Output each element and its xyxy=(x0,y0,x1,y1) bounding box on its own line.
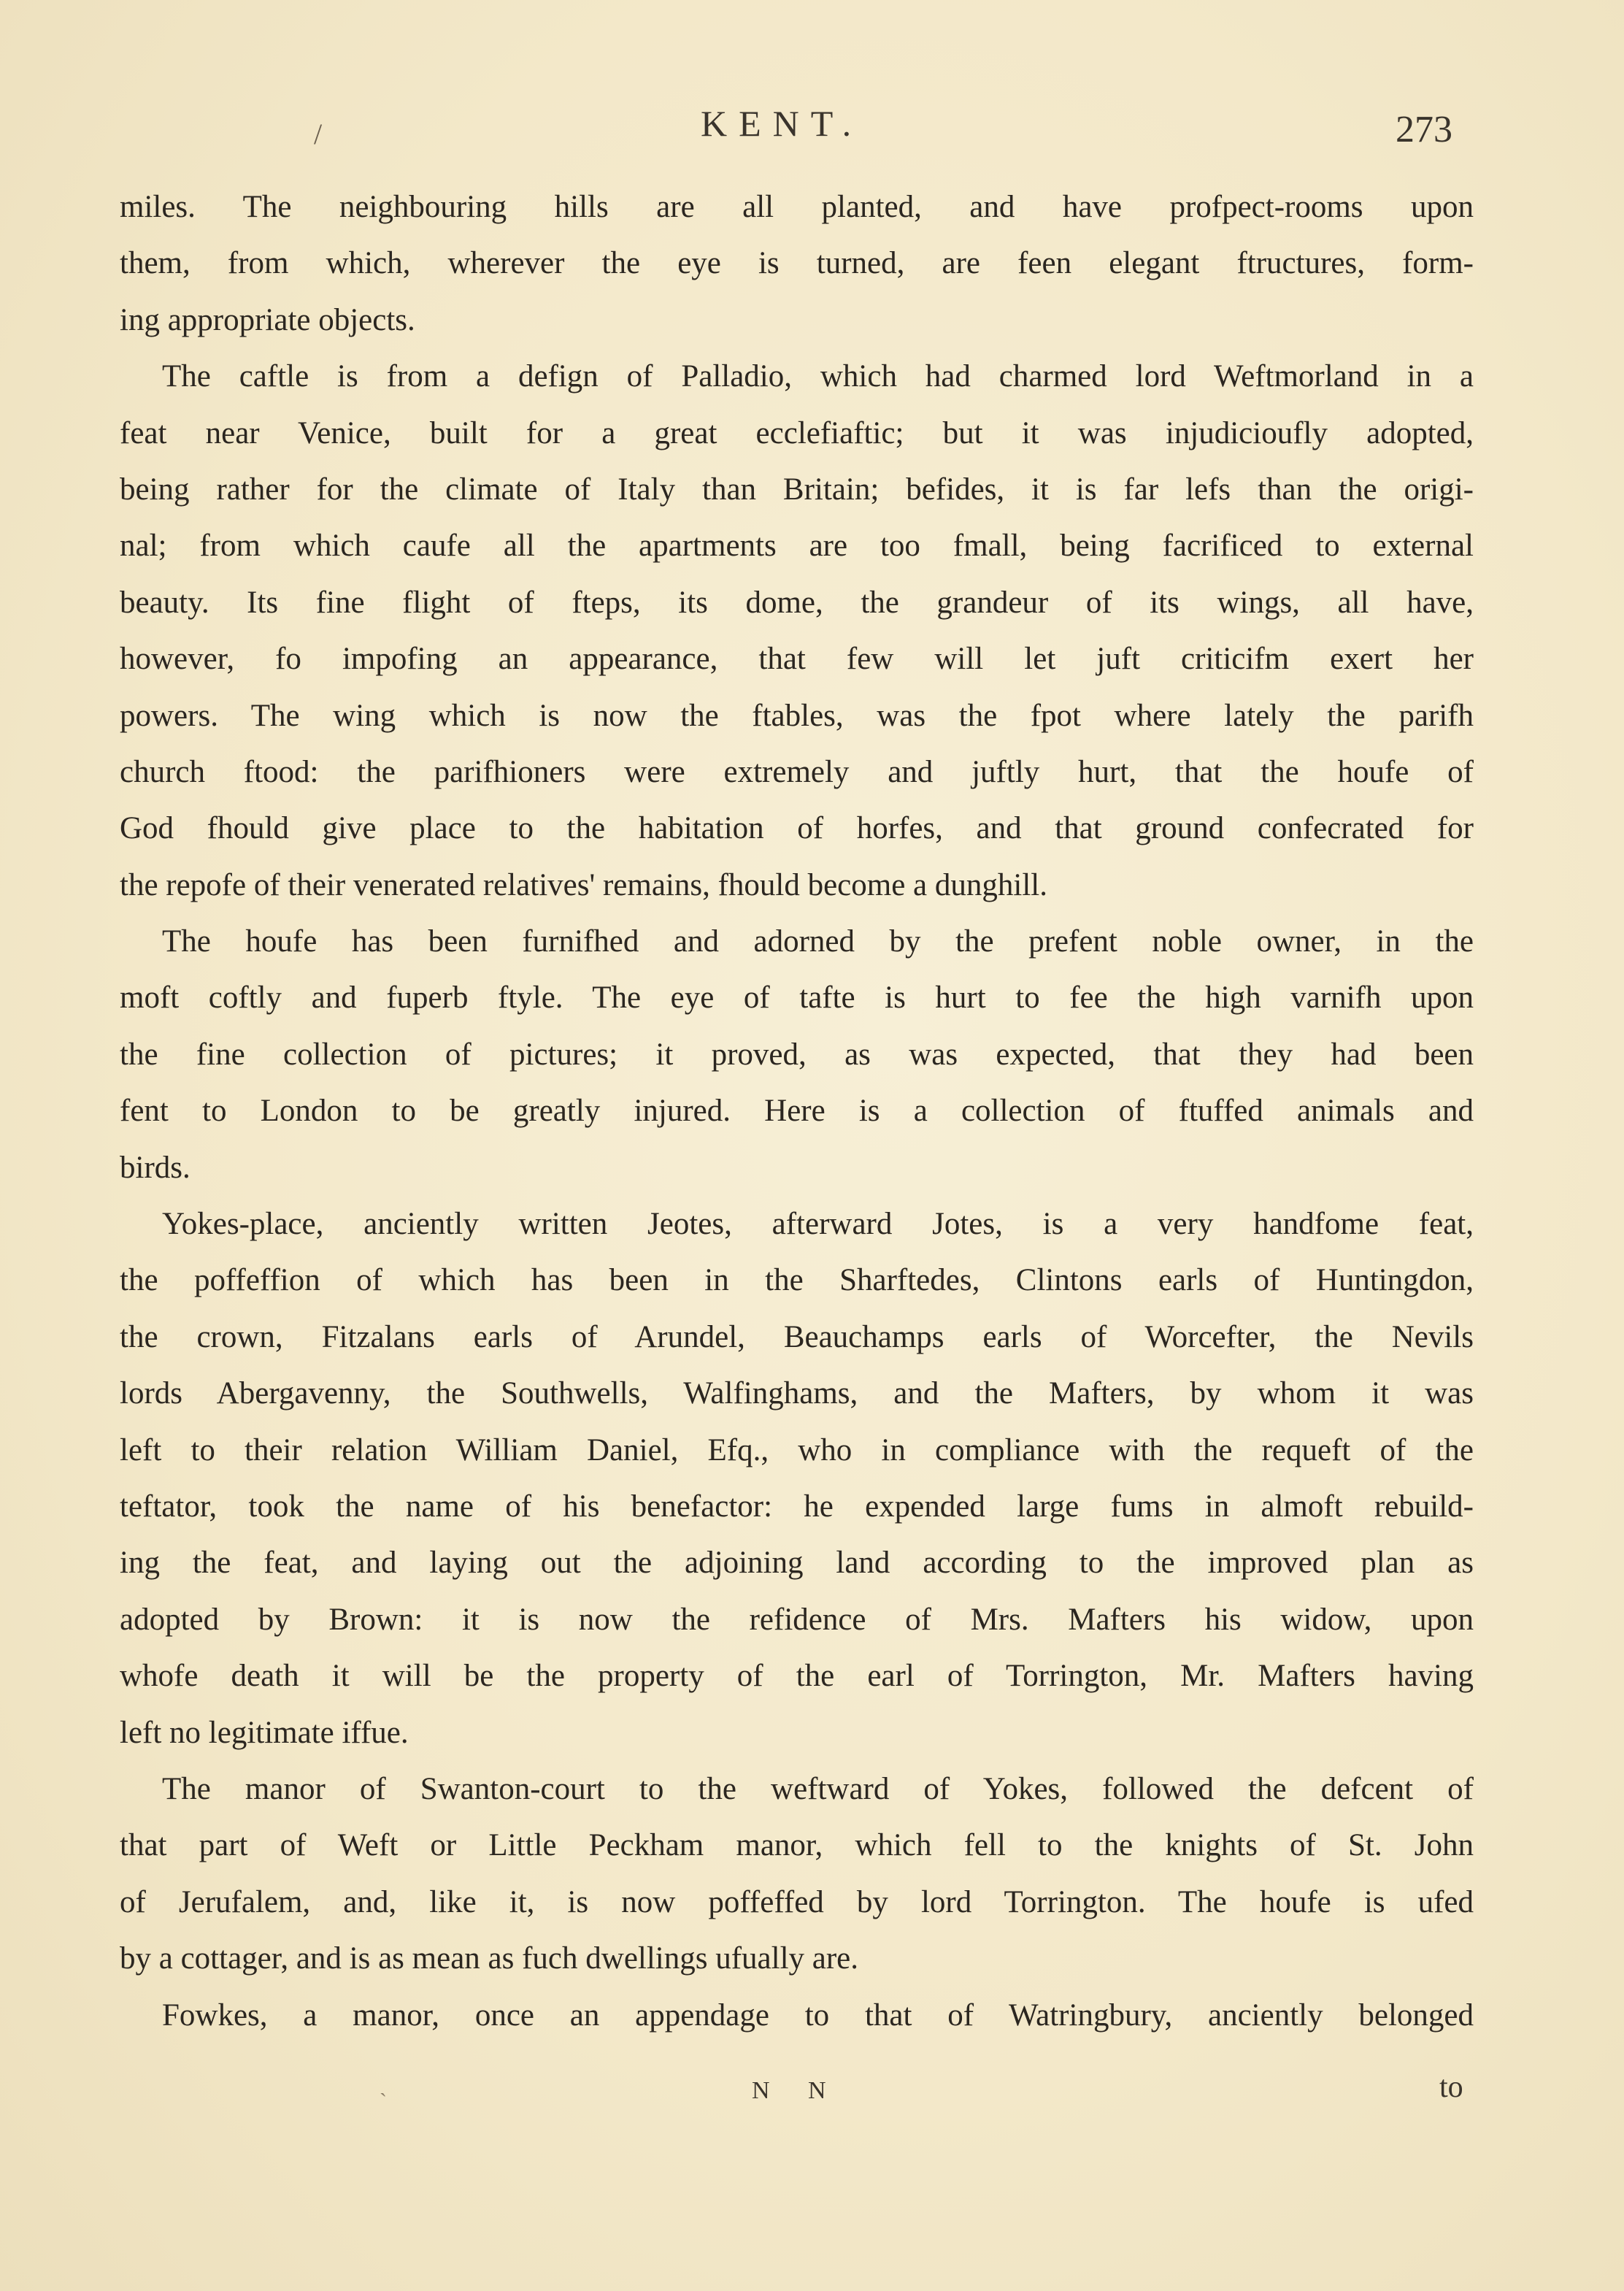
text-line: feat near Venice, built for a great ecclefiaftic; but it was injudicioufly adopted, xyxy=(120,415,1474,450)
text-line: the repofe of their venerated relatives' remains, fhould become a dunghill. xyxy=(120,867,1047,902)
text-line: adopted by Brown: it is now the refidence of Mrs. Mafters his widow, upon xyxy=(120,1602,1474,1637)
text-line: ing the feat, and laying out the adjoining land according to the improved plan as xyxy=(120,1546,1474,1581)
text-line: God fhould give place to the habitation of horfes, and that ground confecrated for xyxy=(120,811,1474,846)
text-line: by a cottager, and is as mean as fuch dwellings ufually are. xyxy=(120,1941,859,1976)
text-line: whofe death it will be the property of the earl of Torrington, Mr. Mafters having xyxy=(120,1659,1474,1694)
running-head xyxy=(0,102,1624,153)
text-line: teftator, took the name of his benefactor: he expended large fums in almoft rebuild- xyxy=(120,1489,1474,1524)
paragraph-start-line: The manor of Swanton-court to the weftward of Yokes, followed the defcent of xyxy=(162,1771,1474,1806)
margin-mark: / xyxy=(314,118,323,150)
body-text xyxy=(120,179,1474,2044)
text-line: miles. The neighbouring hills are all planted, and have profpect-rooms upon xyxy=(120,190,1474,224)
text-line: fent to London to be greatly injured. Here is a collection of ftuffed animals and xyxy=(120,1094,1474,1129)
text-line: them, from which, wherever the eye is turned, are feen elegant ftructures, form- xyxy=(120,246,1474,281)
paragraph-start-line: Fowkes, a manor, once an appendage to that of Watringbury, anciently belonged xyxy=(162,1998,1474,2033)
text-line: left no legitimate iffue. xyxy=(120,1715,409,1750)
text-line: however, fo impofing an appearance, that few will let juft criticifm exert her xyxy=(120,642,1474,677)
text-line: moft coftly and fuperb ftyle. The eye of tafte is hurt to fee the high varnifh upon xyxy=(120,981,1474,1016)
text-line: beauty. Its fine flight of fteps, its dome, the grandeur of its wings, all have, xyxy=(120,585,1474,620)
text-line: being rather for the climate of Italy than Britain; befides, it is far lefs than the origi- xyxy=(120,472,1474,507)
text-line: that part of Weft or Little Peckham manor, which fell to the knights of St. John xyxy=(120,1828,1474,1863)
text-line: the fine collection of pictures; it proved, as was expected, that they had been xyxy=(120,1037,1474,1072)
text-line: left to their relation William Daniel, Efq., who in compliance with the requeft of the xyxy=(120,1432,1474,1467)
paragraph-start-line: The caftle is from a defign of Palladio, which had charmed lord Weftmorland in a xyxy=(162,359,1474,394)
paragraph-start-line: The houfe has been furnifhed and adorned by the prefent noble owner, in the xyxy=(162,924,1474,959)
stray-mark: ˎ xyxy=(380,2073,387,2097)
text-line: birds. xyxy=(120,1150,191,1185)
text-line: powers. The wing which is now the ftables, was the fpot where lately the parifh xyxy=(120,698,1474,733)
text-line: the poffeffion of which has been in the Sharftedes, Clintons earls of Huntingdon, xyxy=(120,1263,1474,1298)
catchword: to xyxy=(1439,2071,1463,2104)
text-line: nal; from which caufe all the apartments are too fmall, being facrificed to external xyxy=(120,529,1474,564)
page-footer xyxy=(0,2070,1624,2114)
text-line: the crown, Fitzalans earls of Arundel, Beauchamps earls of Worcefter, the Nevils xyxy=(120,1319,1474,1354)
page-number: 273 xyxy=(1396,109,1452,150)
text-line: church ftood: the parifhioners were extremely and juftly hurt, that the houfe of xyxy=(120,754,1474,789)
paragraph-start-line: Yokes-place, anciently written Jeotes, afterward Jotes, is a very handfome feat, xyxy=(162,1207,1474,1242)
text-line: of Jerufalem, and, like it, is now poffeffed by lord Torrington. The houfe is ufed xyxy=(120,1884,1474,1919)
page-title: KENT. xyxy=(701,103,863,144)
signature-mark: N N xyxy=(752,2077,842,2104)
text-line: lords Abergavenny, the Southwells, Walfinghams, and the Mafters, by whom it was xyxy=(120,1376,1474,1411)
text-line: ing appropriate objects. xyxy=(120,302,415,337)
